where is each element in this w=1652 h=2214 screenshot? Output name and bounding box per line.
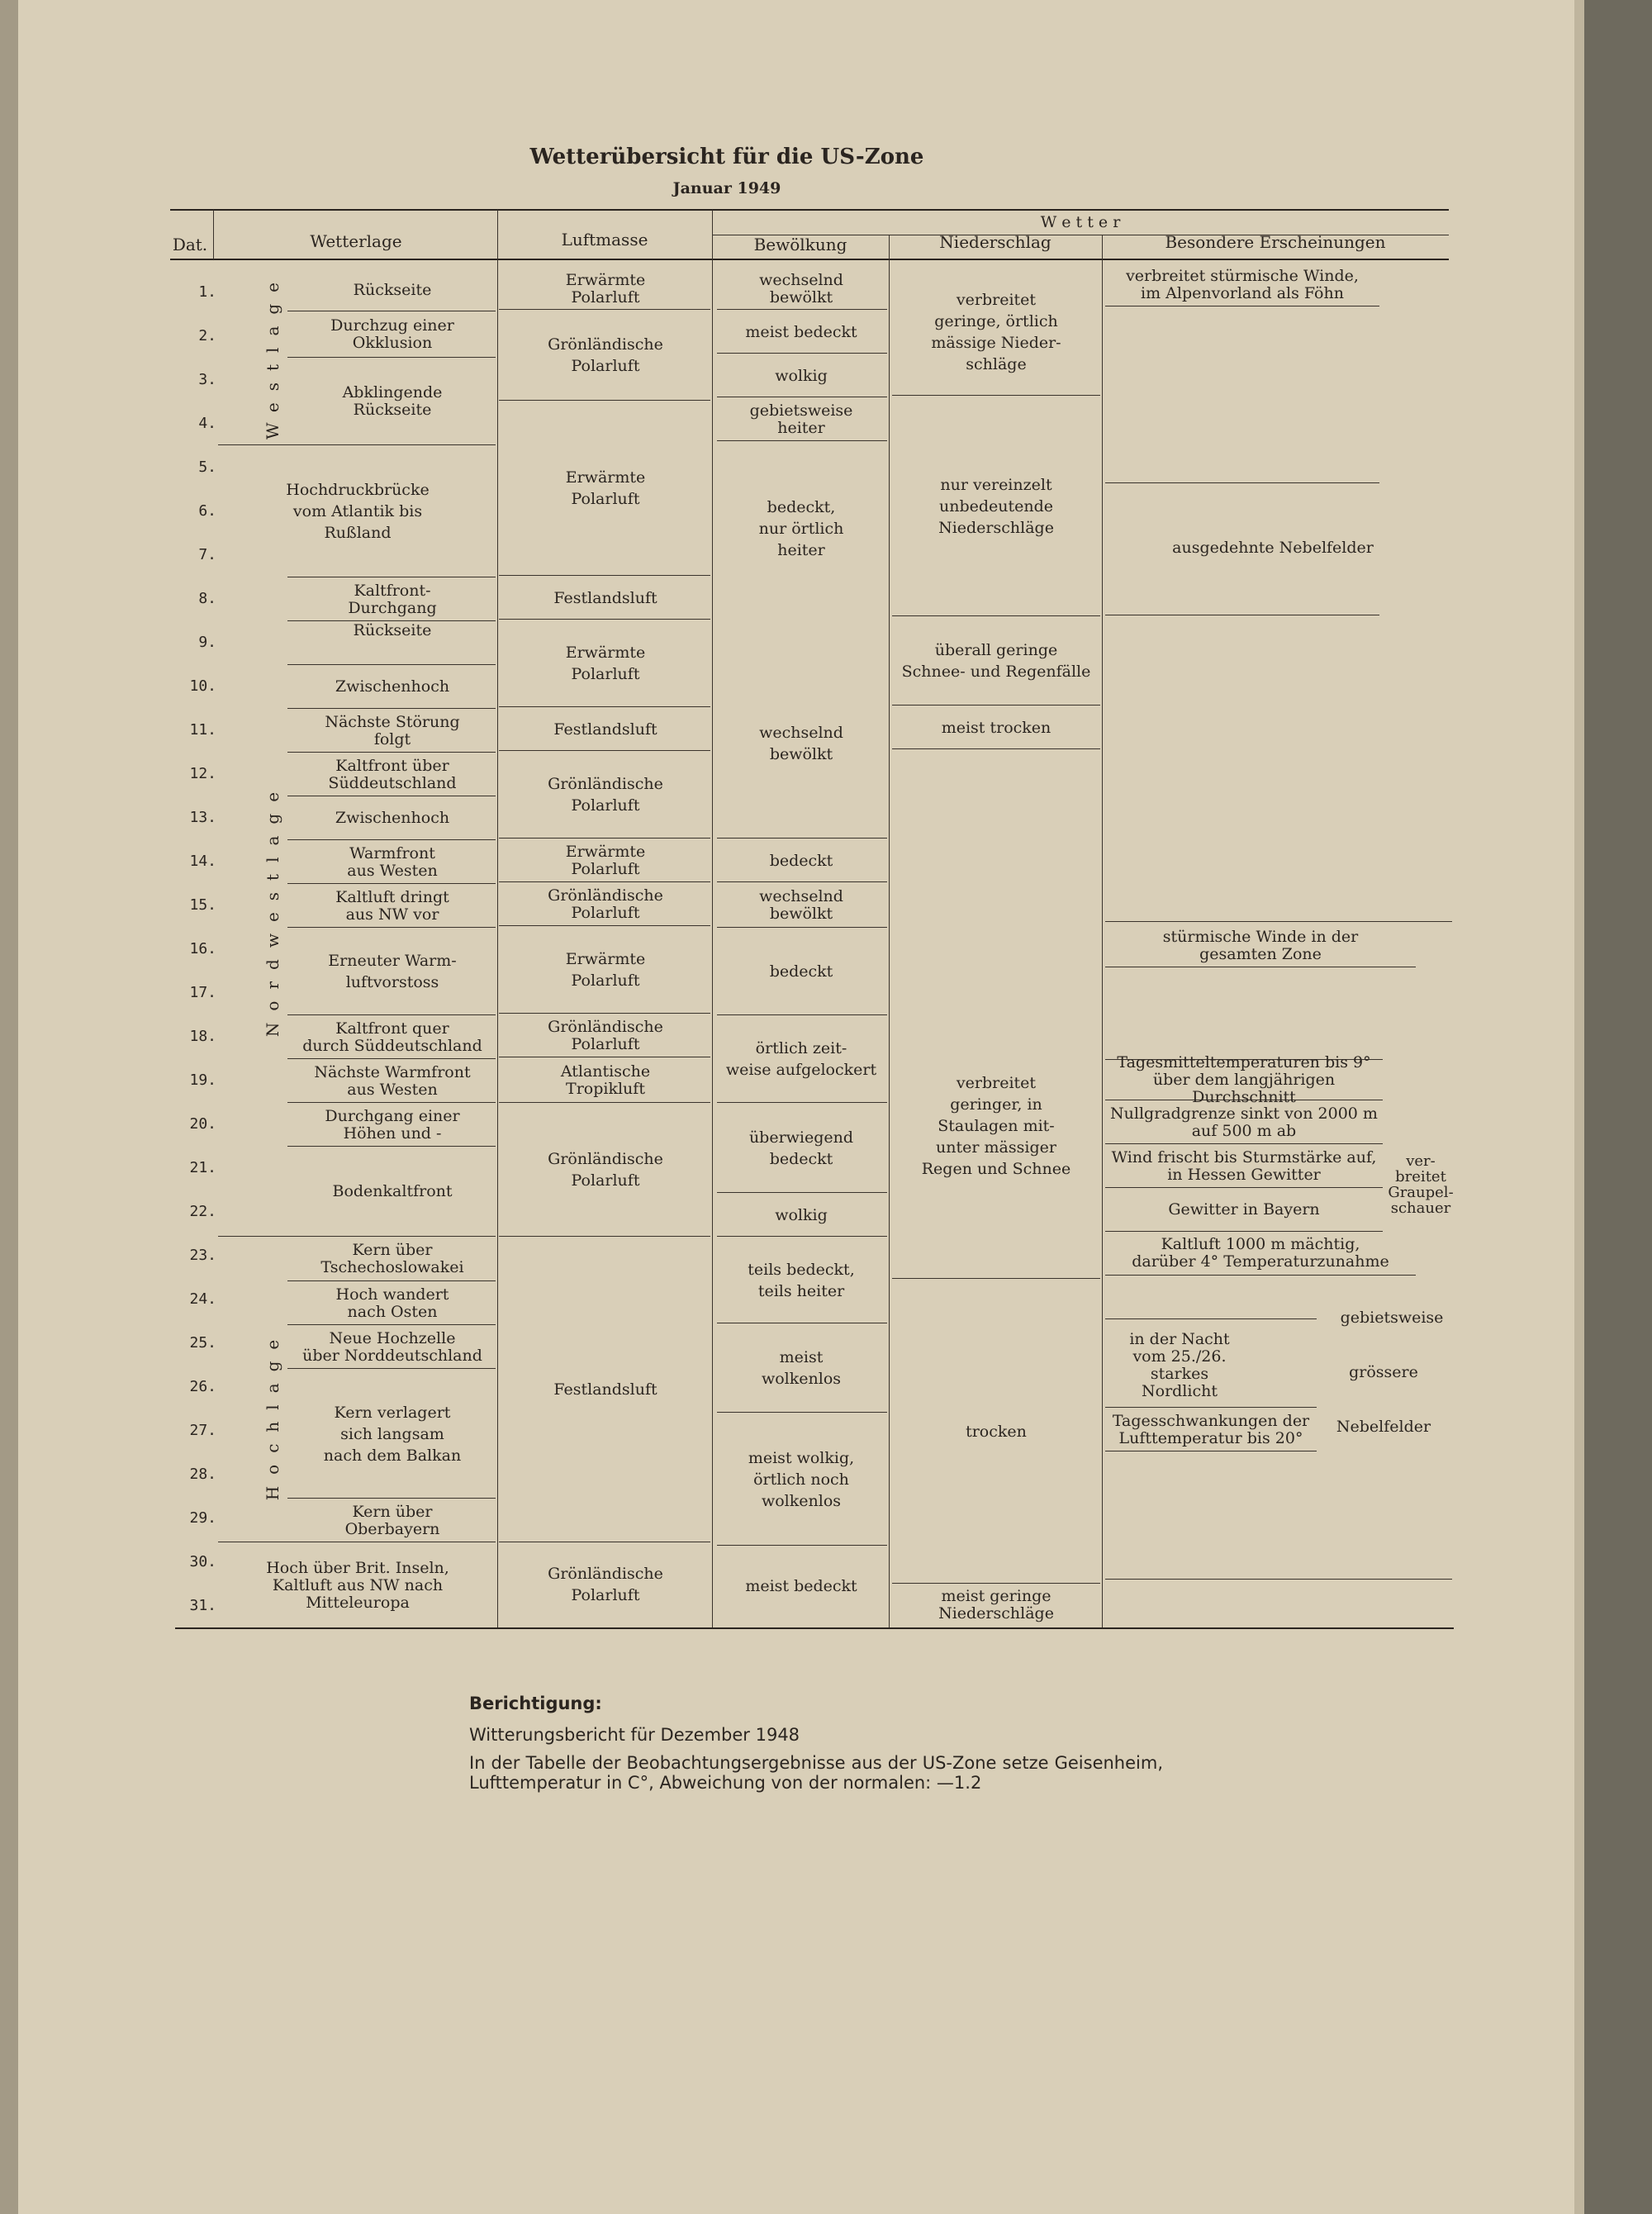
row-rule [287, 1146, 496, 1147]
wetterlage-cell: Kaltluft dringt aus NW vor [335, 887, 449, 924]
date-label: 29. [189, 1509, 216, 1527]
row-rule [717, 1102, 887, 1103]
row-rule [287, 839, 496, 840]
row-rule [717, 1236, 887, 1237]
row-rule [287, 1280, 496, 1281]
wetterlage-cell: Hoch über Brit. Inseln, Kaltluft aus NW nach Mitteleuropa [266, 1558, 449, 1612]
row-rule [499, 1236, 710, 1237]
wetterlage-cell: Neue Hochzelle über Norddeutschland [302, 1328, 482, 1365]
date-label: 23. [189, 1247, 216, 1264]
header-dat: Dat. [172, 235, 208, 254]
row-rule [892, 395, 1100, 396]
niederschlag-cell: trocken [966, 1422, 1027, 1441]
book-cover-edge [1584, 0, 1652, 2214]
row-rule [717, 440, 887, 441]
date-label: 9. [198, 634, 216, 651]
row-rule [892, 615, 1100, 616]
wetterlage-cell: Kern über Tschechoslowakei [320, 1241, 464, 1276]
row-rule [717, 1545, 887, 1546]
date-label: 30. [189, 1553, 216, 1570]
bewoelkung-cell: bedeckt [769, 851, 833, 870]
page-edge [1574, 0, 1584, 2214]
wetterlage-cell: Zwischenhoch [335, 677, 450, 696]
row-rule [892, 1583, 1100, 1584]
date-label: 17. [189, 984, 216, 1001]
group-label-hochlage: Hochlage [263, 1328, 282, 1501]
niederschlag-cell: überall geringe Schnee- und Regenfälle [901, 641, 1091, 681]
besondere-cell: stürmische Winde in der gesamten Zone [1162, 928, 1359, 963]
besondere-cell: ausgedehnte Nebelfelder [1172, 539, 1374, 557]
correction-subheading: Witterungsbericht für Dezember 1948 [469, 1725, 800, 1745]
header-bewoelkung: Bewölkung [753, 235, 847, 254]
row-rule [717, 1014, 887, 1015]
date-label: 15. [189, 896, 216, 914]
luftmasse-cell: Festlandsluft [553, 720, 657, 739]
date-label: 7. [198, 546, 216, 563]
besondere-cell: Nebelfelder [1336, 1418, 1431, 1436]
luftmasse-cell: Erwärmte Polarluft [565, 468, 646, 508]
row-rule [218, 444, 496, 445]
row-rule [717, 1412, 887, 1413]
wetterlage-cell: Zwischenhoch [335, 809, 450, 827]
date-label: 4. [198, 415, 216, 432]
date-label: 2. [198, 327, 216, 344]
row-rule [499, 309, 710, 310]
date-label: 3. [198, 371, 216, 388]
wetterlage-cell: Kern verlagert sich langsam nach dem Balkan [323, 1403, 462, 1465]
besondere-cell: Nullgradgrenze sinkt von 2000 m auf 500 m ab [1110, 1105, 1378, 1140]
besondere-cell: verbreitet stürmische Winde, im Alpenvorland als Föhn [1126, 267, 1359, 302]
date-label: 19. [189, 1071, 216, 1089]
bewoelkung-cell: wechselnd bewölkt [759, 886, 843, 923]
besondere-cell: Tagesschwankungen der Lufttemperatur bis 20° [1112, 1412, 1310, 1447]
luftmasse-cell: Grönländische Polarluft [548, 1017, 663, 1053]
bewoelkung-cell: wechselnd bewölkt [759, 723, 843, 763]
date-label: 26. [189, 1378, 216, 1395]
date-label: 18. [189, 1028, 216, 1045]
luftmasse-cell: Festlandsluft [553, 588, 657, 607]
bewoelkung-cell: wechselnd bewölkt [759, 271, 843, 306]
row-rule [1105, 921, 1452, 922]
date-label: 8. [198, 590, 216, 607]
correction-note [469, 1694, 1163, 1793]
row-rule [717, 309, 887, 310]
besondere-cell: Tagesmitteltemperaturen bis 9° über dem langjährigen Durchschnitt [1117, 1052, 1371, 1106]
date-label: 5. [198, 458, 216, 476]
row-rule [717, 927, 887, 928]
row-rule [287, 883, 496, 884]
wetterlage-cell: Erneuter Warm- luftvorstoss [328, 952, 457, 991]
bewoelkung-cell: meist wolkig, örtlich noch wolkenlos [748, 1448, 855, 1510]
row-rule [499, 881, 710, 882]
row-rule [717, 838, 887, 839]
row-rule [499, 400, 710, 401]
col-sep-bewoelkung [889, 235, 890, 1627]
header-besondere: Besondere Erscheinungen [1165, 232, 1386, 252]
date-label: 28. [189, 1466, 216, 1483]
row-rule [717, 881, 887, 882]
bewoelkung-cell: meist wolkenlos [761, 1348, 842, 1388]
luftmasse-cell: Grönländische Polarluft [548, 775, 663, 815]
wetterlage-cell: Kaltfront über Süddeutschland [328, 756, 457, 792]
wetterlage-cell: Kern über Oberbayern [344, 1502, 440, 1538]
page-title: Wetterübersicht für die US-Zone [529, 145, 924, 169]
date-label: 1. [198, 283, 216, 301]
row-rule [287, 1368, 496, 1369]
row-rule [287, 357, 496, 358]
row-rule [499, 706, 710, 707]
header-luftmasse: Luftmasse [561, 230, 648, 249]
date-label: 14. [189, 853, 216, 870]
row-rule [499, 619, 710, 620]
row-rule [499, 925, 710, 926]
row-rule [499, 750, 710, 751]
row-rule [287, 1014, 496, 1015]
col-sep-niederschlag [1102, 235, 1103, 1627]
date-label: 24. [189, 1290, 216, 1308]
header-niederschlag: Niederschlag [939, 232, 1051, 252]
wetterlage-cell: Durchzug einer Okklusion [330, 316, 454, 352]
row-rule [1105, 482, 1379, 483]
wetterlage-cell: Nächste Warmfront aus Westen [314, 1062, 471, 1099]
row-rule [499, 838, 710, 839]
besondere-cell: Gewitter in Bayern [1168, 1200, 1320, 1219]
col-sep-wetterlage [497, 210, 498, 1627]
date-label: 27. [189, 1422, 216, 1439]
row-rule [287, 927, 496, 928]
row-rule [1105, 1407, 1317, 1408]
group-label-nordwestlage: Nordwestlage [263, 780, 282, 1038]
row-rule [892, 705, 1100, 706]
besondere-cell: Wind frischt bis Sturmstärke auf, in Hessen Gewitter [1111, 1148, 1377, 1184]
wetterlage-cell: Hoch wandert nach Osten [335, 1285, 449, 1321]
row-rule [1105, 1143, 1383, 1144]
date-label: 6. [198, 502, 216, 520]
row-rule [499, 575, 710, 576]
luftmasse-cell: Atlantische Tropikluft [560, 1062, 651, 1098]
col-sep-luftmasse [712, 210, 713, 1627]
date-label: 31. [189, 1597, 216, 1614]
row-rule [717, 1192, 887, 1193]
luftmasse-cell: Erwärmte Polarluft [565, 271, 646, 306]
table-bottom-rule [175, 1627, 1454, 1629]
header-wetterlage: Wetterlage [310, 231, 402, 251]
date-label: 25. [189, 1334, 216, 1352]
row-rule [287, 752, 496, 753]
row-rule [287, 1324, 496, 1325]
besondere-cell: gebietsweise [1340, 1309, 1444, 1327]
row-rule [287, 1498, 496, 1499]
date-label: 12. [189, 765, 216, 782]
date-label: 10. [189, 677, 216, 695]
wetterlage-cell: Durchgang einer Höhen und - [325, 1106, 460, 1143]
row-rule [287, 664, 496, 665]
correction-text: In der Tabelle der Beobachtungsergebnisse aus der US-Zone setze Geisenheim, Lufttemperatur in C°, Abweichung von der normalen: —1.2 [469, 1753, 1163, 1793]
luftmasse-cell: Grönländische Polarluft [548, 886, 663, 922]
luftmasse-cell: Grönländische Polarluft [548, 1150, 663, 1190]
row-rule [287, 1058, 496, 1059]
wetterlage-cell: Rückseite [353, 621, 432, 639]
bewoelkung-cell: teils bedeckt, teils heiter [748, 1260, 855, 1300]
niederschlag-cell: nur vereinzelt unbedeutende Niederschläge [938, 475, 1054, 537]
niederschlag-cell: meist trocken [941, 718, 1051, 737]
luftmasse-cell: Grönländische Polarluft [548, 335, 663, 375]
besondere-cell: in der Nacht vom 25./26. starkes Nordlicht [1129, 1330, 1230, 1400]
wetterlage-cell: Bodenkaltfront [332, 1182, 453, 1200]
luftmasse-cell: Grönländische Polarluft [548, 1565, 663, 1604]
luftmasse-cell: Erwärmte Polarluft [565, 842, 646, 878]
date-label: 13. [189, 809, 216, 826]
wetterlage-cell: Warmfront aus Westen [347, 843, 438, 880]
bewoelkung-cell: bedeckt, nur örtlich heiter [758, 498, 844, 559]
bewoelkung-cell: meist bedeckt [745, 322, 857, 341]
besondere-cell: Kaltluft 1000 m mächtig, darüber 4° Temperaturzunahme [1132, 1235, 1389, 1271]
bewoelkung-cell: überwiegend bedeckt [748, 1128, 854, 1168]
bewoelkung-cell: örtlich zeit- weise aufgelockert [725, 1039, 877, 1079]
wetterlage-cell: Abklingende Rückseite [342, 383, 443, 419]
row-rule [499, 1013, 710, 1014]
row-rule [287, 1102, 496, 1103]
book-binding [0, 0, 18, 2214]
wetterlage-cell: Kaltfront- Durchgang [348, 581, 437, 617]
luftmasse-cell: Festlandsluft [553, 1380, 657, 1399]
date-label: 22. [189, 1203, 216, 1220]
niederschlag-cell: verbreitet geringe, örtlich mässige Nieder- schläge [931, 291, 1061, 373]
wetterlage-cell: Hochdruckbrücke vom Atlantik bis Rußland [286, 481, 430, 542]
bewoelkung-cell: bedeckt [769, 962, 833, 981]
row-rule [1105, 1318, 1317, 1319]
niederschlag-cell: meist geringe Niederschläge [938, 1587, 1054, 1622]
page-subtitle: Januar 1949 [672, 179, 781, 197]
correction-heading: Berichtigung: [469, 1694, 602, 1713]
header-bottom-rule [170, 259, 1449, 260]
row-rule [287, 708, 496, 709]
bewoelkung-cell: wolkig [775, 1205, 828, 1224]
bewoelkung-cell: wolkig [775, 366, 828, 385]
row-rule [1105, 1275, 1416, 1276]
date-label: 11. [189, 721, 216, 739]
row-rule [892, 748, 1100, 749]
group-label-westlage: Westlage [263, 270, 282, 440]
row-rule [1105, 1231, 1383, 1232]
date-label: 16. [189, 940, 216, 957]
date-label: 20. [189, 1115, 216, 1133]
table-top-rule [170, 209, 1449, 211]
header-wetter: W e t t e r [1040, 213, 1121, 231]
besondere-cell: grössere [1349, 1363, 1418, 1381]
row-rule [1105, 1187, 1383, 1188]
wetterlage-cell: Nächste Störung folgt [325, 712, 460, 748]
wetterlage-cell: Rückseite [353, 280, 432, 299]
bewoelkung-cell: meist bedeckt [745, 1577, 857, 1595]
row-rule [1105, 1579, 1452, 1580]
row-rule [892, 1278, 1100, 1279]
row-rule [218, 1236, 496, 1237]
row-rule [499, 1102, 710, 1103]
besondere-cell: ver- breitet Graupel- schauer [1388, 1152, 1454, 1217]
row-rule [717, 353, 887, 354]
date-label: 21. [189, 1159, 216, 1176]
niederschlag-cell: verbreitet geringer, in Staulagen mit- unter mässiger Regen und Schnee [921, 1073, 1071, 1178]
luftmasse-cell: Erwärmte Polarluft [565, 950, 646, 990]
wetterlage-cell: Kaltfront quer durch Süddeutschland [302, 1019, 482, 1055]
luftmasse-cell: Erwärmte Polarluft [565, 644, 646, 683]
bewoelkung-cell: gebietsweise heiter [749, 401, 853, 437]
